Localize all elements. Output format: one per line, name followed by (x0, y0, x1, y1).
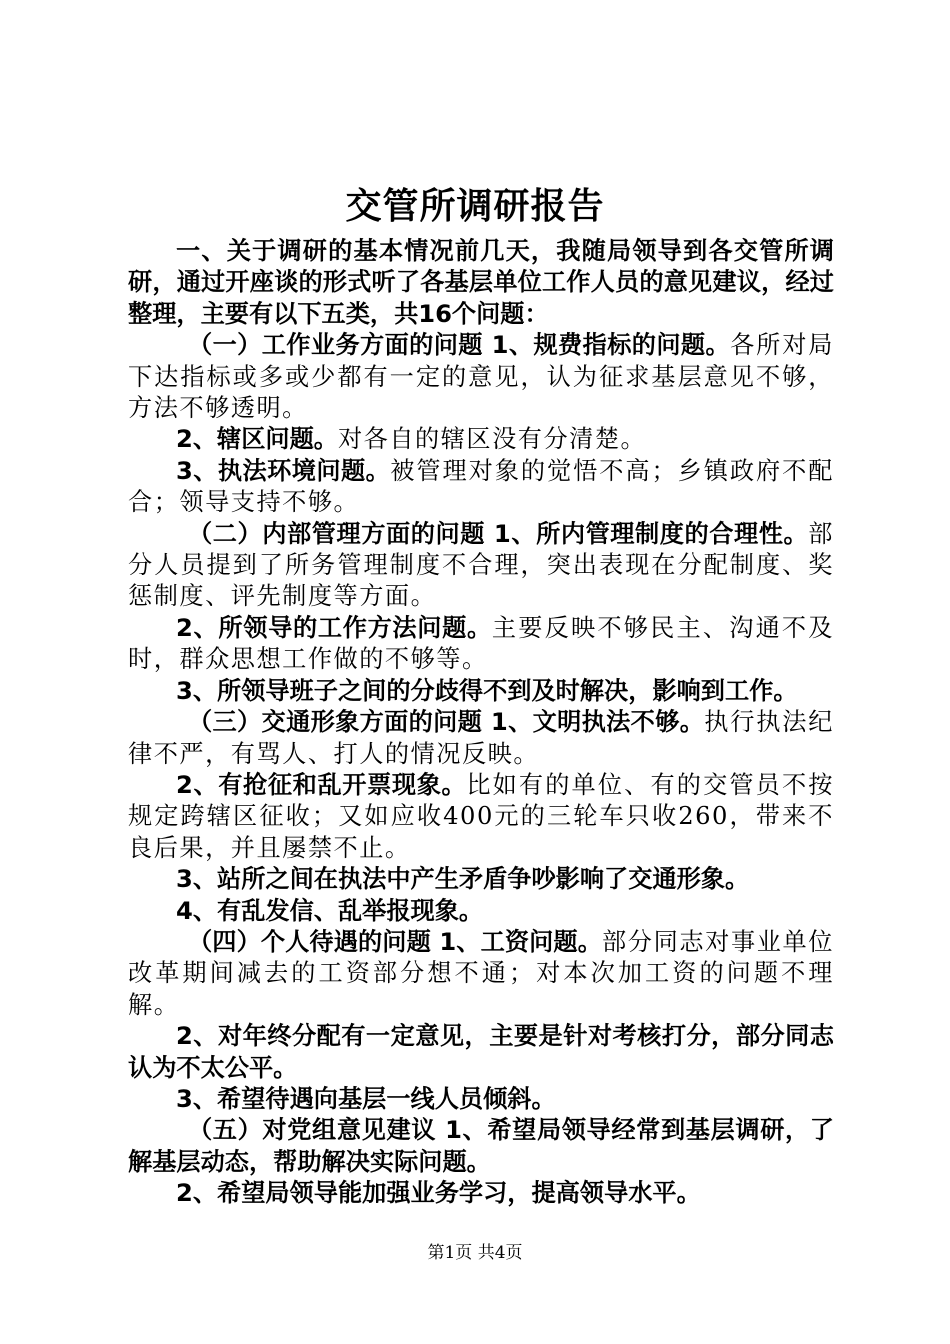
paragraph-bold-text: 一、关于调研的基本情况前几天，我随局领导到各交管所调研，通过开座谈的形式听了各基层单位工作人员的意见建议，经过整理，主要有以下五类，共16个问题： (128, 237, 834, 328)
paragraph-intro (128, 236, 834, 330)
paragraph-bold-text: 2、对年终分配有一定意见，主要是针对考核打分，部分同志认为不太公平。 (128, 1022, 834, 1082)
paragraph-bold-text: 3、所领导班子之间的分歧得不到及时解决，影响到工作。 (176, 676, 798, 705)
paragraph-bold-text: （五）对党组意见建议 1、希望局领导经常到基层调研，了解基层动态，帮助解决实际问题。 (128, 1116, 834, 1176)
paragraph-normal-text: 执行执法纪律不严，有骂人、打人的情况反映。 (128, 708, 834, 768)
document-title: 交管所调研报告 (345, 186, 605, 227)
paragraph-item (128, 676, 834, 707)
paragraph-bold-text: 3、站所之间在执法中产生矛盾争吵影响了交通形象。 (176, 865, 750, 894)
paragraph-normal-text: 对各自的辖区没有分清楚。 (337, 425, 647, 454)
paragraph-bold-text: （四）个人待遇的问题 1、工资问题。 (188, 927, 603, 956)
paragraph-bold-text: 2、所领导的工作方法问题。 (176, 613, 492, 642)
paragraph-normal-text: 各所对局下达指标或多或少都有一定的意见，认为征求基层意见不够，方法不够透明。 (128, 331, 834, 423)
paragraph-normal-text: 主要反映不够民主、沟通不及时，群众思想工作做的不够等。 (128, 613, 834, 674)
paragraph-normal-text: 比如有的单位、有的交管员不按规定跨辖区征收；又如应收400元的三轮车只收260，带来不良后果，并且屡禁不止。 (128, 770, 834, 862)
paragraph-section-3 (128, 707, 834, 770)
paragraph-item (128, 613, 834, 676)
paragraph-item (128, 896, 834, 927)
paragraph-normal-text: 部分人员提到了所务管理制度不合理，突出表现在分配制度、奖惩制度、评先制度等方面。 (128, 519, 834, 611)
paragraph-bold-text: 4、有乱发信、乱举报现象。 (176, 896, 484, 925)
paragraph-bold-text: （三）交通形象方面的问题 1、文明执法不够。 (188, 708, 705, 737)
document-body (128, 236, 834, 1210)
paragraph-bold-text: 3、执法环境问题。 (176, 456, 391, 485)
page-footer: 第1页 共4页 (427, 1243, 523, 1263)
paragraph-section-4 (128, 927, 834, 1021)
paragraph-item (128, 424, 834, 455)
paragraph-normal-text: 部分同志对事业单位改革期间减去的工资部分想不通；对本次加工资的问题不理解。 (128, 927, 834, 1019)
paragraph-section-5 (128, 1115, 834, 1178)
paragraph-item (128, 456, 834, 519)
paragraph-section-2 (128, 519, 834, 613)
paragraph-bold-text: （二）内部管理方面的问题 1、所内管理制度的合理性。 (188, 519, 809, 548)
paragraph-item (128, 1178, 834, 1209)
paragraph-item (128, 1021, 834, 1084)
paragraph-section-1 (128, 330, 834, 424)
paragraph-normal-text: 被管理对象的觉悟不高；乡镇政府不配合；领导支持不够。 (128, 456, 834, 517)
paragraph-bold-text: 3、希望待遇向基层一线人员倾斜。 (176, 1084, 556, 1113)
paragraph-item (128, 1084, 834, 1115)
paragraph-bold-text: 2、希望局领导能加强业务学习，提高领导水平。 (176, 1179, 701, 1208)
paragraph-item (128, 770, 834, 864)
paragraph-bold-text: 2、辖区问题。 (176, 425, 338, 454)
paragraph-bold-text: （一）工作业务方面的问题 1、规费指标的问题。 (188, 331, 731, 360)
paragraph-item (128, 864, 834, 895)
paragraph-bold-text: 2、有抢征和乱开票现象。 (176, 770, 467, 799)
